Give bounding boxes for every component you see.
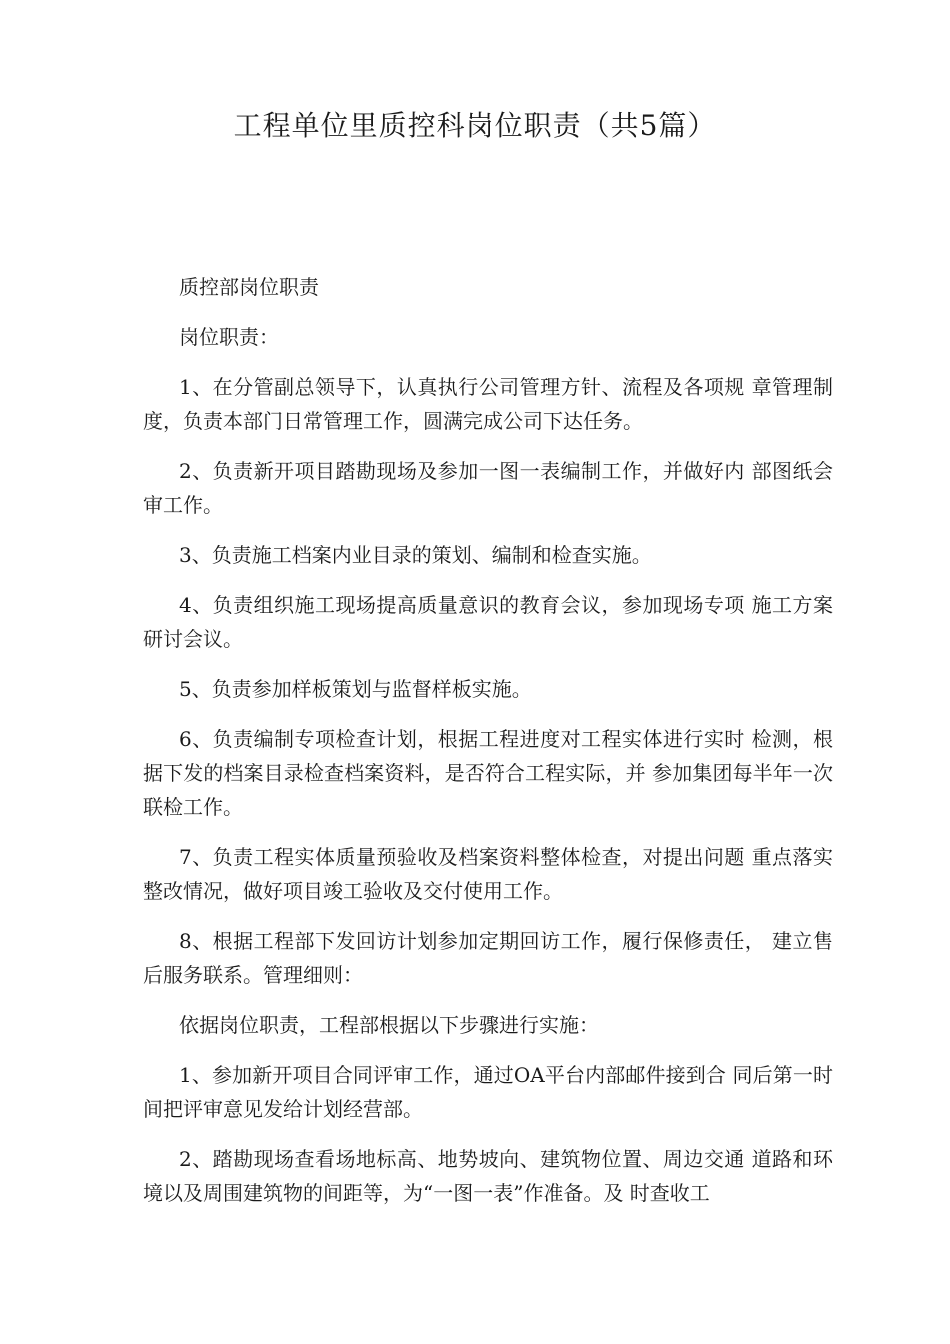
paragraph-step-1: 1、参加新开项目合同评审工作，通过OA平台内部邮件接到合 同后第一时间把评审意见发给计划经营部。 bbox=[143, 1063, 833, 1121]
paragraph-duty-8: 8、根据工程部下发回访计划参加定期回访工作，履行保修责任， 建立售后服务联系。管理细则： bbox=[143, 929, 833, 987]
paragraph-duty-6: 6、负责编制专项检查计划，根据工程进度对工程实体进行实时 检测，根据下发的档案目录检查档案资料，是否符合工程实际，并 参加集团每半年一次联检工作。 bbox=[143, 727, 833, 819]
document-title: 工程单位里质控科岗位职责（共5篇） bbox=[233, 109, 717, 142]
paragraph-duty-4: 4、负责组织施工现场提高质量意识的教育会议，参加现场专项 施工方案研讨会议。 bbox=[143, 593, 833, 651]
paragraph-duty-7: 7、负责工程实体质量预验收及档案资料整体检查，对提出问题 重点落实整改情况，做好项目竣工验收及交付使用工作。 bbox=[143, 845, 833, 903]
paragraph-step-2: 2、踏勘现场查看场地标高、地势坡向、建筑物位置、周边交通 道路和环境以及周围建筑物的间距等，为“一图一表”作准备。及 时查收工 bbox=[143, 1147, 833, 1205]
paragraph-duty-3: 3、负责施工档案内业目录的策划、编制和检查实施。 bbox=[179, 543, 652, 567]
paragraph-section-heading: 质控部岗位职责 bbox=[179, 275, 319, 299]
paragraph-duty-2: 2、负责新开项目踏勘现场及参加一图一表编制工作，并做好内 部图纸会审工作。 bbox=[143, 459, 833, 517]
paragraph-implementation-intro: 依据岗位职责，工程部根据以下步骤进行实施： bbox=[179, 1013, 599, 1037]
paragraph-duty-5: 5、负责参加样板策划与监督样板实施。 bbox=[179, 677, 532, 701]
paragraph-duty-1: 1、在分管副总领导下，认真执行公司管理方针、流程及各项规 章管理制度，负责本部门日常管理工作，圆满完成公司下达任务。 bbox=[143, 375, 833, 433]
document-body bbox=[143, 270, 833, 1226]
paragraph-duties-label: 岗位职责： bbox=[179, 325, 279, 349]
